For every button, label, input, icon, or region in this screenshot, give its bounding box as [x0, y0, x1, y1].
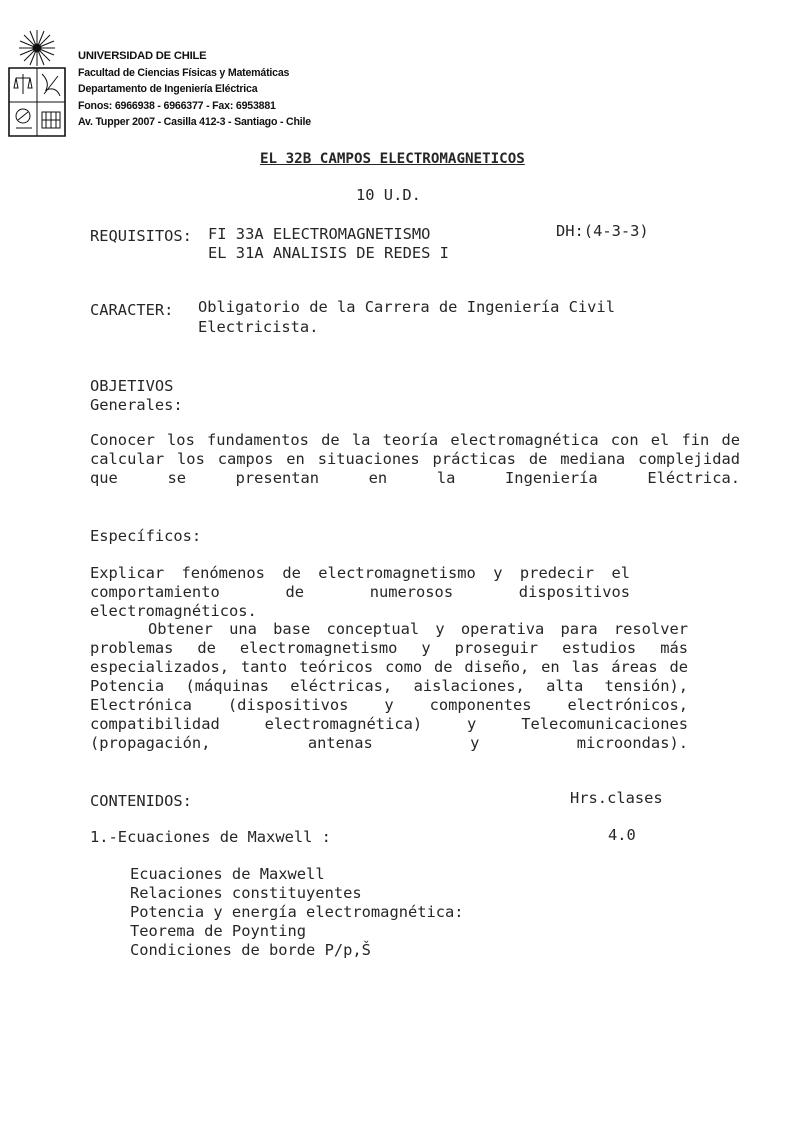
section-item: Potencia y energía electromagnética: [130, 903, 464, 921]
course-title: EL 32B CAMPOS ELECTROMAGNETICOS [260, 151, 525, 167]
requisitos-label: REQUISITOS: [90, 227, 192, 245]
especificos-label: Específicos: [90, 527, 202, 545]
requisito-item: FI 33A ELECTROMAGNETISMO [208, 225, 431, 243]
hours-column-header: Hrs.clases [570, 789, 663, 807]
dh-hours: DH:(4-3-3) [556, 222, 649, 240]
phone-fax: Fonos: 6966938 - 6966377 - Fax: 6953881 [78, 99, 276, 112]
address: Av. Tupper 2007 - Casilla 412-3 - Santiago - Chile [78, 116, 311, 128]
institution-header [78, 48, 311, 131]
section-item: Ecuaciones de Maxwell [130, 865, 325, 883]
university-name: UNIVERSIDAD DE CHILE [78, 50, 207, 62]
department-name: Departamento de Ingeniería Eléctrica [78, 83, 258, 95]
course-units: 10 U.D. [356, 186, 421, 204]
caracter-label: CARACTER: [90, 301, 174, 319]
caracter-line: Obligatorio de la Carrera de Ingeniería Civil [198, 298, 615, 316]
generales-label: Generales: [90, 396, 183, 414]
section-item: Teorema de Poynting [130, 922, 307, 940]
requisito-item: EL 31A ANALISIS DE REDES I [208, 244, 449, 262]
generales-paragraph: Conocer los fundamentos de la teoría electromagnética con el fin de calcular los campos en situaciones prácticas de mediana complejidad que se presentan en la Ingeniería Eléctrica. [90, 431, 740, 487]
objetivos-heading: OBJETIVOS [90, 377, 174, 395]
section-title: 1.-Ecuaciones de Maxwell : [90, 828, 331, 846]
section-item: Condiciones de borde P/p,Š [130, 941, 371, 959]
especificos-paragraph-1: Explicar fenómenos de electromagnetismo y predecir el comportamiento de numerosos dispositivos electromagnéticos. [90, 564, 630, 620]
caracter-line: Electricista. [198, 318, 319, 336]
contenidos-label: CONTENIDOS: [90, 792, 192, 810]
faculty-name: Facultad de Ciencias Físicas y Matemáticas [78, 66, 290, 79]
section-item: Relaciones constituyentes [130, 884, 362, 902]
university-crest-logo [6, 28, 68, 142]
especificos-paragraph-2: Obtener una base conceptual y operativa para resolver problemas de electromagnetismo y proseguir estudios más especializados, tanto teóricos como de diseño, en las áreas de Potencia (máquinas eléctricas, aislaciones, alta tensión), Electrónica (dispositivos y componentes electrónicos, compatibilidad electromagnética) y Telecomunicaciones (propagación, antenas y microondas). [90, 620, 688, 752]
section-hours: 4.0 [608, 826, 636, 844]
